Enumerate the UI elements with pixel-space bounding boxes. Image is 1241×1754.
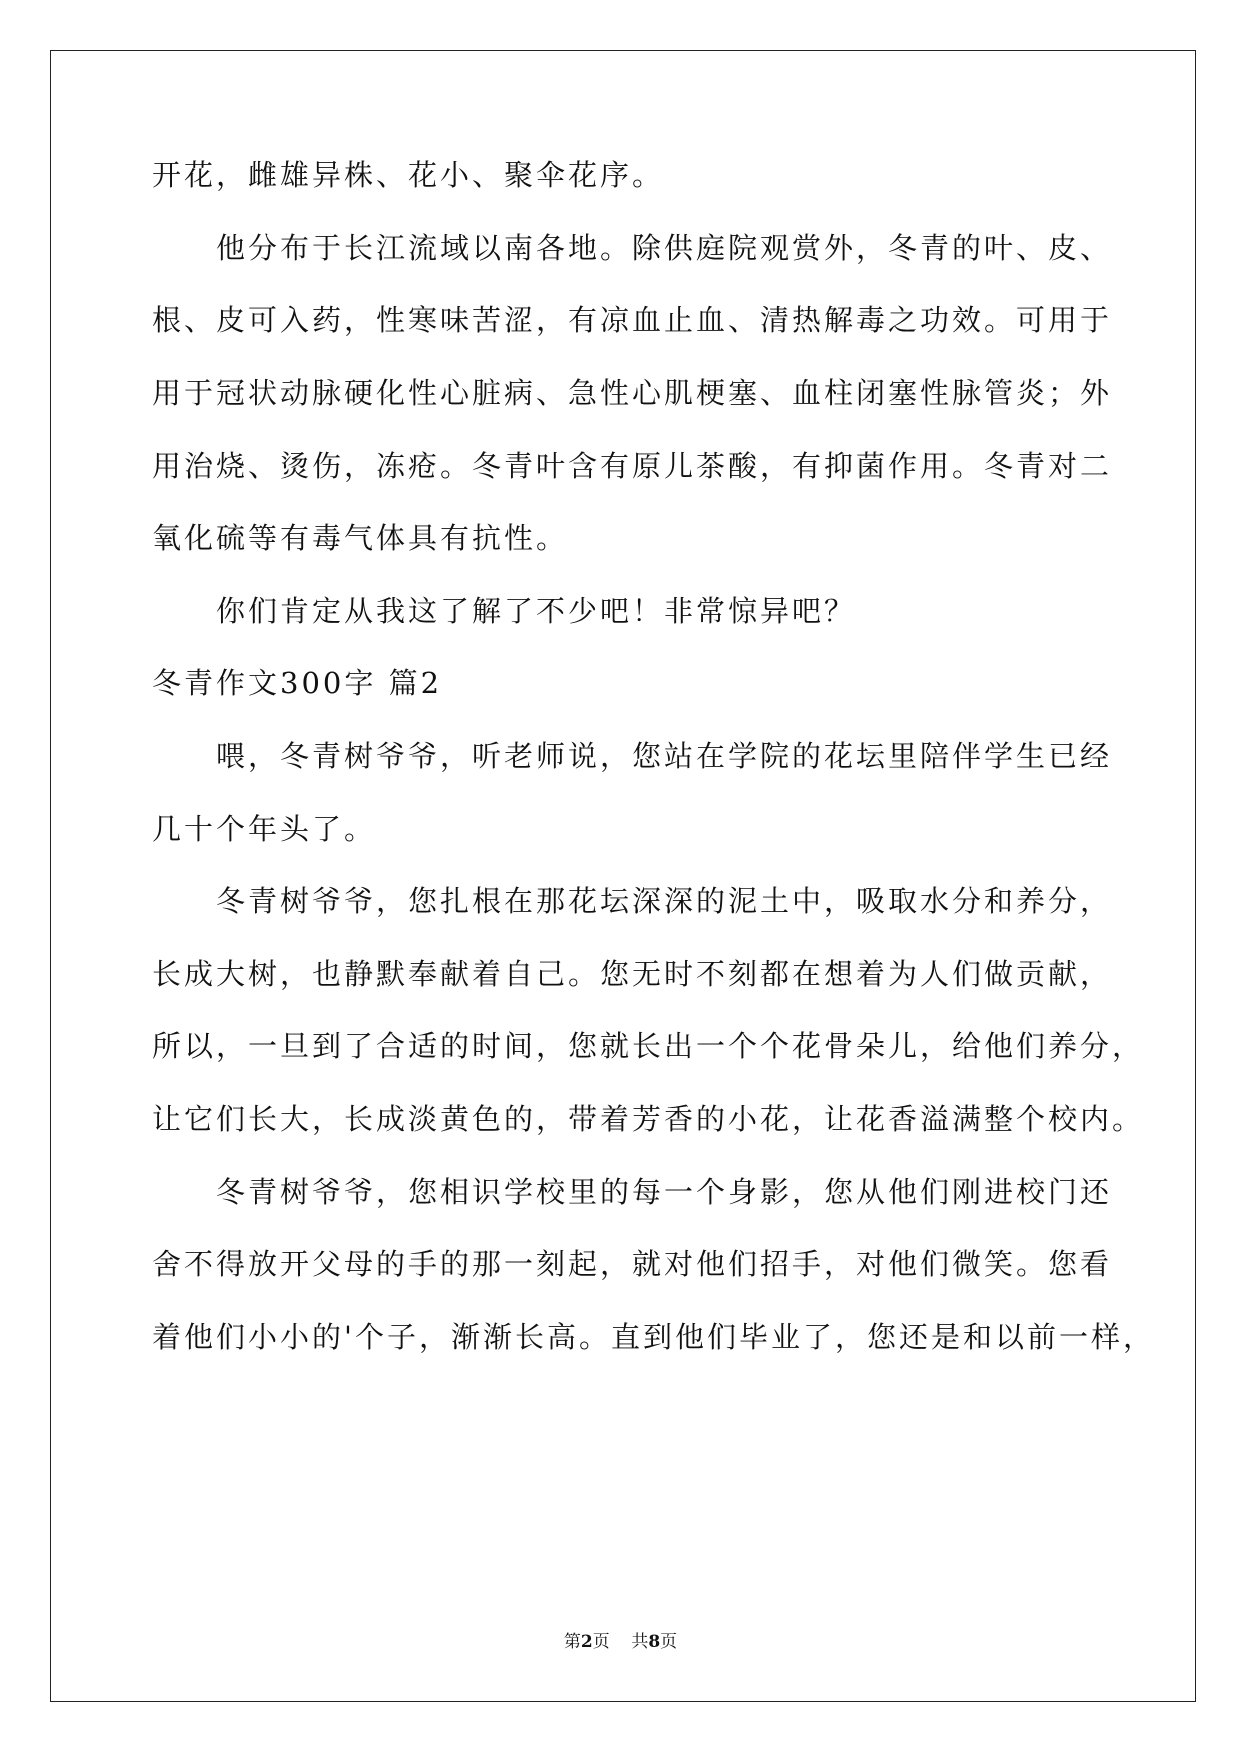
- text-line: 所以，一旦到了合适的时间，您就长出一个个花骨朵儿，给他们养分，: [152, 1029, 1145, 1063]
- text-line: 根、皮可入药，性寒味苦涩，有凉血止血、清热解毒之功效。可用于: [152, 303, 1113, 337]
- text-line: 着他们小小的'个子，渐渐长高。直到他们毕业了，您还是和以前一样，: [152, 1320, 1155, 1354]
- paragraph-first-line: 冬青树爷爷，您扎根在那花坛深深的泥土中，吸取水分和养分，: [216, 884, 1113, 918]
- text-line: 让它们长大，长成淡黄色的，带着芳香的小花，让花香溢满整个校内。: [152, 1102, 1145, 1136]
- text-line: 开花，雌雄异株、花小、聚伞花序。: [152, 158, 665, 192]
- paragraph-first-line: 冬青树爷爷，您相识学校里的每一个身影，您从他们刚进校门还: [216, 1175, 1113, 1209]
- text-line: 用治烧、烫伤，冻疮。冬青叶含有原儿茶酸，有抑菌作用。冬青对二: [152, 449, 1113, 483]
- text-line: 几十个年头了。: [152, 812, 377, 846]
- paragraph-first-line: 你们肯定从我这了解了不少吧！非常惊异吧？: [216, 594, 857, 628]
- text-line: 氧化硫等有毒气体具有抗性。: [152, 521, 569, 555]
- page-suffix: 页: [592, 1632, 610, 1652]
- page-number: 2: [580, 1632, 593, 1652]
- text-line: 舍不得放开父母的手的那一刻起，就对他们招手，对他们微笑。您看: [152, 1247, 1113, 1281]
- total-suffix: 页: [660, 1632, 678, 1652]
- paragraph-first-line: 他分布于长江流域以南各地。除供庭院观赏外，冬青的叶、皮、: [216, 231, 1113, 265]
- total-prefix: 共: [631, 1632, 649, 1652]
- total-pages: 8: [648, 1632, 661, 1652]
- page-prefix: 第: [563, 1632, 581, 1652]
- paragraph-first-line: 喂，冬青树爷爷，听老师说，您站在学院的花坛里陪伴学生已经: [216, 739, 1113, 773]
- text-line: 用于冠状动脉硬化性心脏病、急性心肌梗塞、血柱闭塞性脉管炎；外: [152, 376, 1113, 410]
- section-heading: 冬青作文300字 篇2: [152, 666, 443, 700]
- text-line: 长成大树，也静默奉献着自己。您无时不刻都在想着为人们做贡献，: [152, 957, 1113, 991]
- page-footer: [0, 1630, 1241, 1654]
- page-border: [50, 50, 1196, 1702]
